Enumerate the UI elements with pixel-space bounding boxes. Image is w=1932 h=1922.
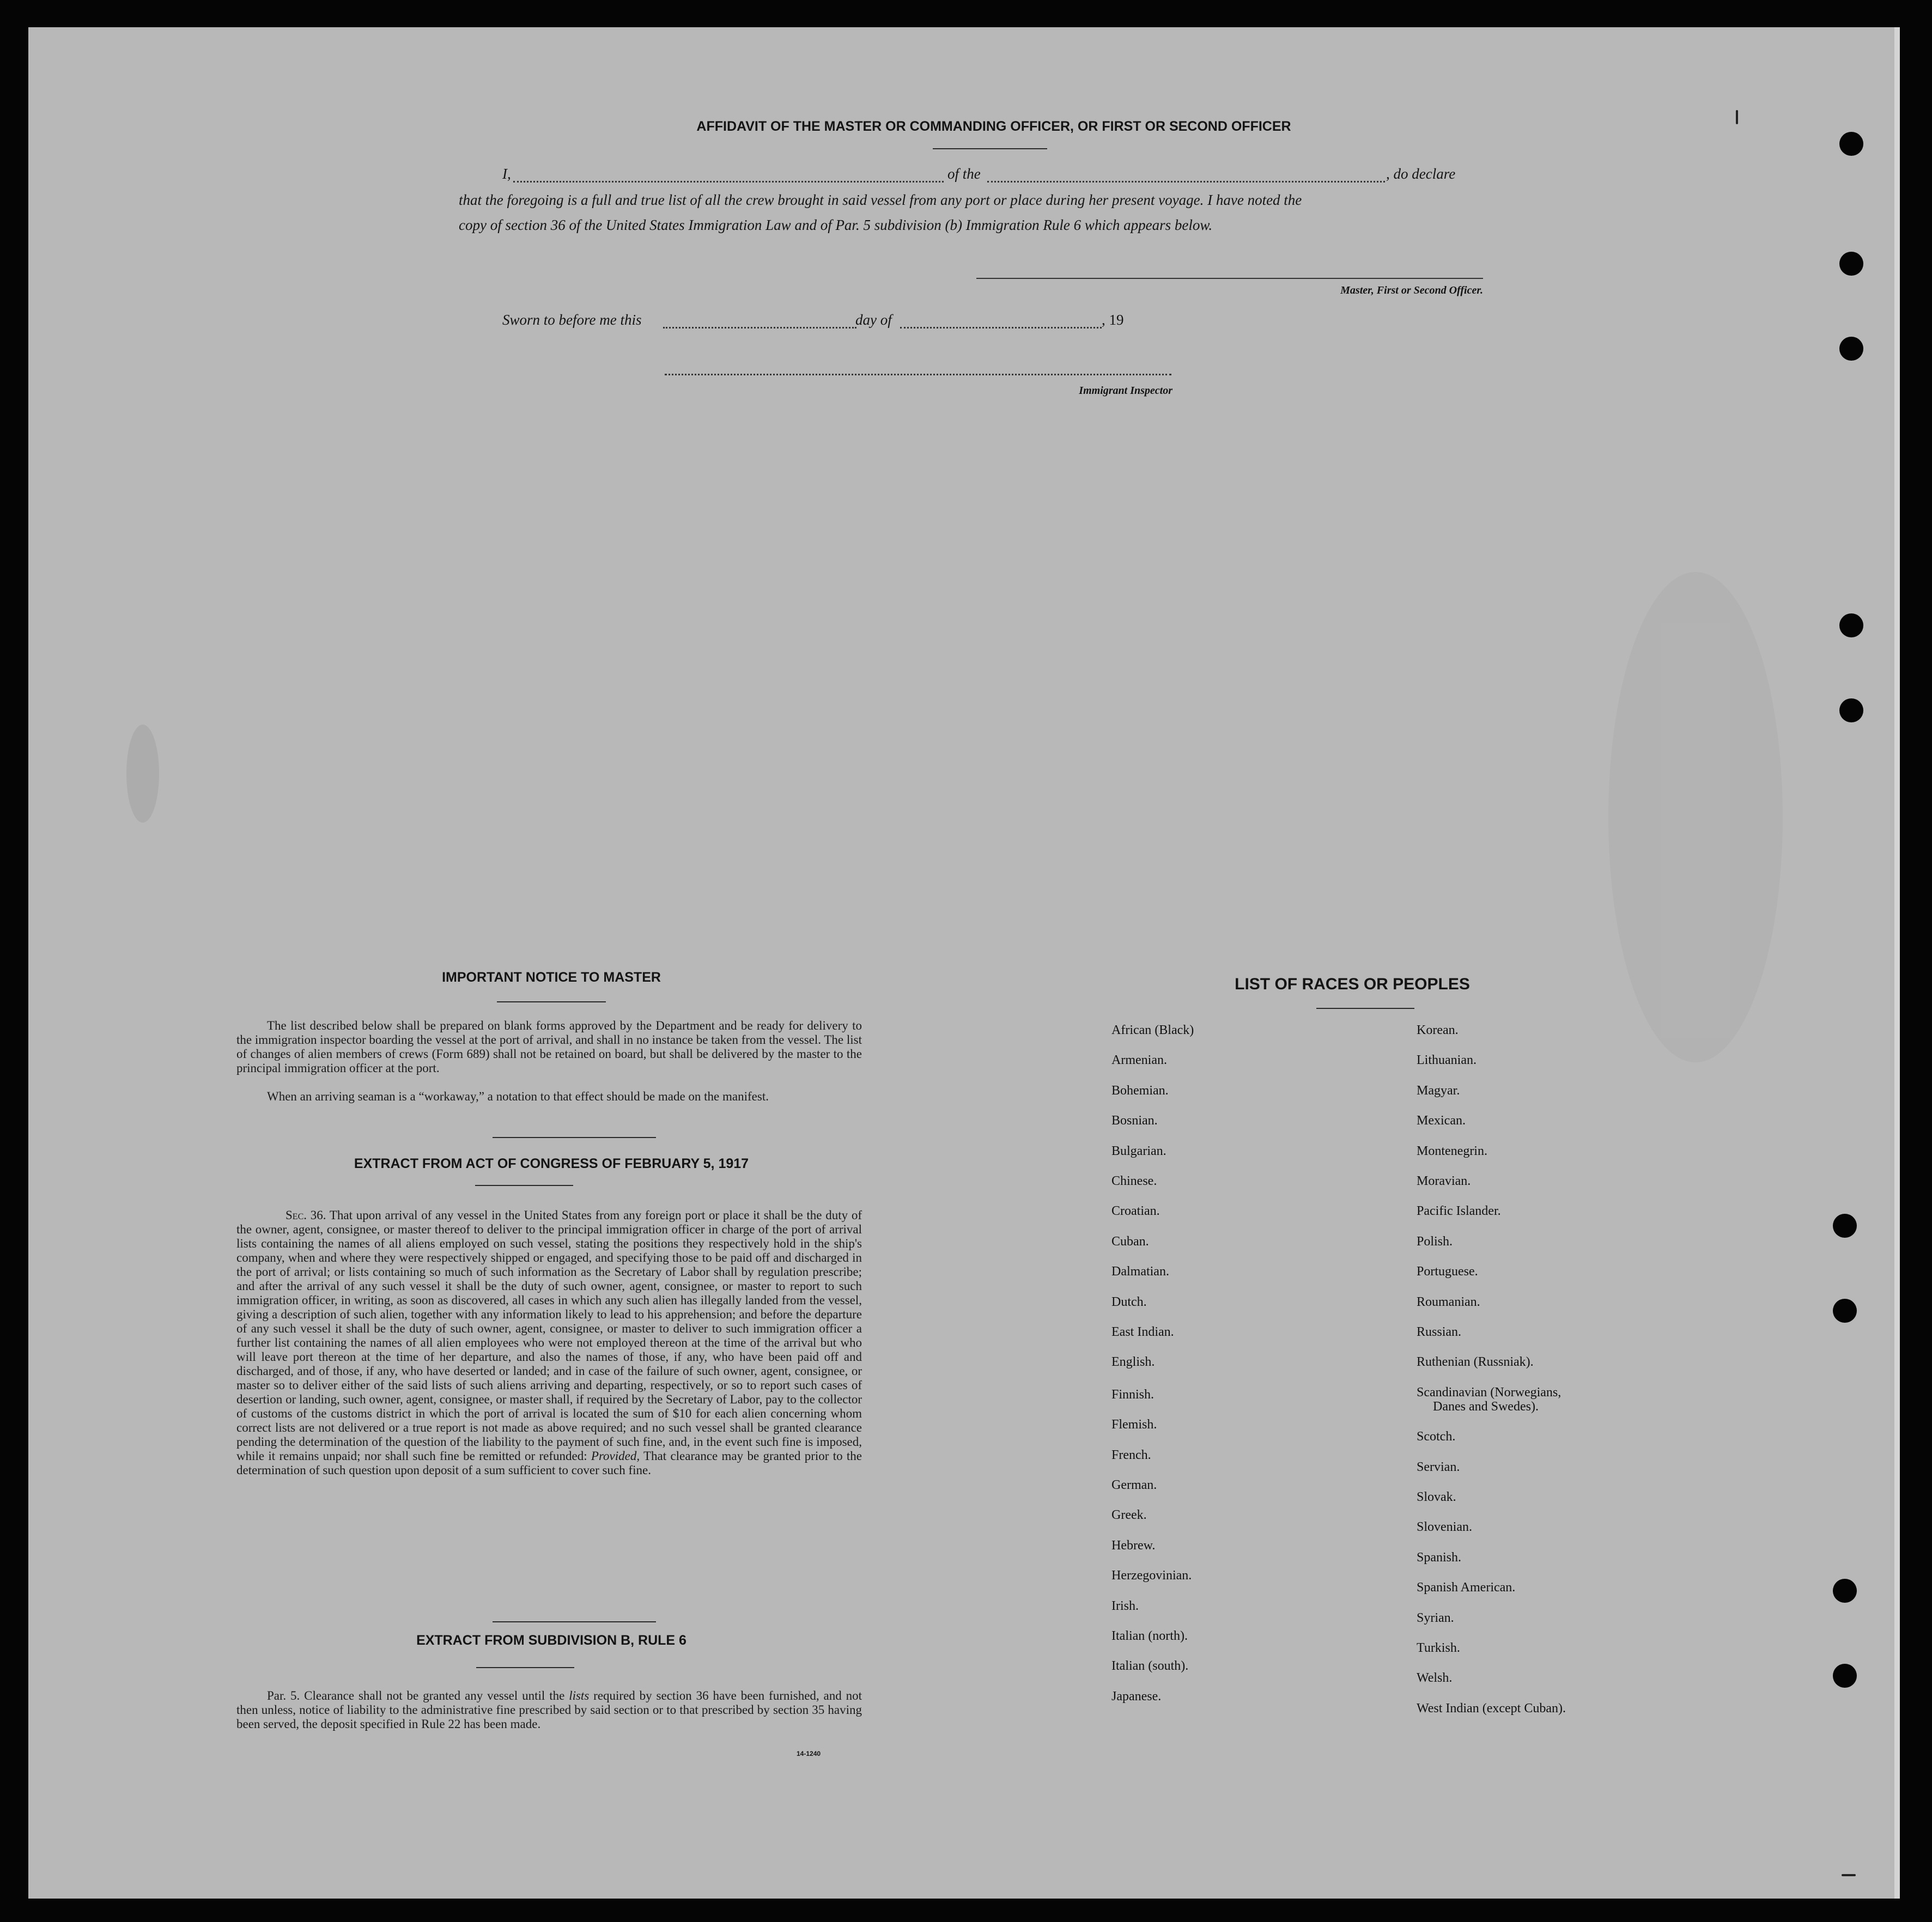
race-item: Flemish. bbox=[1111, 1418, 1157, 1432]
race-item: Ruthenian (Russniak). bbox=[1417, 1355, 1534, 1370]
race-item: Scotch. bbox=[1417, 1430, 1456, 1444]
race-item: Korean. bbox=[1417, 1023, 1459, 1037]
divider bbox=[497, 1001, 606, 1002]
race-item: Italian (north). bbox=[1111, 1629, 1188, 1643]
race-item: Syrian. bbox=[1417, 1610, 1454, 1625]
signature-label: Master, First or Second Officer. bbox=[1340, 284, 1483, 296]
race-item: Dutch. bbox=[1111, 1294, 1147, 1309]
race-item: Dalmatian. bbox=[1111, 1264, 1169, 1279]
race-item: Greek. bbox=[1111, 1508, 1147, 1523]
race-item: Japanese. bbox=[1111, 1689, 1162, 1704]
sworn-day-blank[interactable] bbox=[663, 327, 856, 329]
divider bbox=[933, 148, 1047, 149]
race-item: Polish. bbox=[1417, 1234, 1453, 1249]
race-item: Roumanian. bbox=[1417, 1294, 1480, 1309]
form-number: 14-1240 bbox=[797, 1750, 821, 1757]
race-item: Slovak. bbox=[1417, 1490, 1456, 1504]
affidavit-i-label: I, bbox=[502, 166, 511, 182]
race-item: Chinese. bbox=[1111, 1174, 1157, 1188]
race-item: Slovenian. bbox=[1417, 1520, 1472, 1535]
race-item: Finnish. bbox=[1111, 1387, 1155, 1402]
signature-line[interactable] bbox=[976, 278, 1483, 279]
race-item: Hebrew. bbox=[1111, 1538, 1156, 1553]
vessel-blank[interactable] bbox=[987, 181, 1385, 183]
binder-hole bbox=[1839, 337, 1863, 361]
provided-word: Provided, bbox=[591, 1449, 640, 1463]
scan-smudge bbox=[126, 725, 159, 823]
race-item: Servian. bbox=[1417, 1459, 1460, 1474]
race-item: Armenian. bbox=[1111, 1053, 1167, 1068]
section-body-end: That clearance may be granted prior to the determination of such question upon deposit of a sum sufficient to cover such fine. bbox=[236, 1449, 862, 1477]
section-body: That upon arrival of any vessel in the United States from any foreign port or place it shall be the duty of the owner, agent, consignee, or master thereof to deliver to the principal immigration officer in charge of the port of arrival lists containing the names of all aliens employed on such vessel, stating the positions they respectively hold in the ship's company, when and where they were respectively shipped or engaged, and specifying those to be paid off and discharged in the port of arrival; or lists containing so much of such information as the Secretary of Labor shall by regulation prescribe; and after the arrival of any such vessel it shall be the duty of such owner, agent, consignee, or master to report to such immigration officer, in writing, as soon as discovered, all cases in which any such alien has illegally landed from the vessel, giving a description of such alien, together with any information likely to lead to his apprehension; and before the departure of any such vessel it shall be the duty of such owner, agent, consignee, or master to deliver to such immigration officer a further list containing the names of all alien employees who were not employed thereon at the time of the arrival but who will leave port thereon at the time of her departure, and also the names of those, if any, who have been paid off and discharged, and of those, if any, who have deserted or landed; and in case of the failure of such owner, agent, consignee, or master so to deliver either of the said lists of such aliens arriving and departing, respectively, or so to report such cases of desertion or landing, such owner, agent, consignee, or master shall, if required by the Secretary of Labor, pay to the collector of customs of the customs district in which the port of arrival is located the sum of $10 for each alien concerning whom correct lists are not delivered or a true report is not made as above required; and no such vessel shall be granted clearance pending the determination of the question of the liability to the payment of such fine, and, in the event such fine is imposed, while it remains unpaid; nor shall such fine be remitted or refunded: bbox=[236, 1208, 862, 1463]
race-item: African (Black) bbox=[1111, 1023, 1194, 1037]
race-item: Croatian. bbox=[1111, 1204, 1160, 1219]
race-item: Welsh. bbox=[1417, 1671, 1453, 1686]
affidavit-line2: that the foregoing is a full and true list of all the crew brought in said vessel from any port or place during her present voyage. I have noted the bbox=[459, 192, 1302, 208]
race-item: Portuguese. bbox=[1417, 1264, 1478, 1279]
race-item: Italian (south). bbox=[1111, 1659, 1189, 1674]
race-item: Cuban. bbox=[1111, 1234, 1149, 1249]
race-item: Bosnian. bbox=[1111, 1114, 1158, 1128]
binder-hole bbox=[1839, 252, 1863, 276]
race-item: East Indian. bbox=[1111, 1325, 1174, 1339]
divider bbox=[1316, 1008, 1414, 1009]
affidavit-title: AFFIDAVIT OF THE MASTER OR COMMANDING OFFICER, OR FIRST OR SECOND OFFICER bbox=[696, 119, 1291, 134]
stray-mark bbox=[1842, 1874, 1856, 1876]
race-item: Spanish American. bbox=[1417, 1580, 1516, 1595]
divider bbox=[493, 1137, 656, 1138]
race-item: English. bbox=[1111, 1355, 1155, 1370]
divider bbox=[476, 1667, 574, 1668]
inspector-signature-line[interactable] bbox=[665, 374, 1171, 375]
race-item: Russian. bbox=[1417, 1325, 1462, 1339]
race-item: West Indian (except Cuban). bbox=[1417, 1701, 1566, 1716]
race-item: Irish. bbox=[1111, 1598, 1139, 1613]
extract-rule-title: EXTRACT FROM SUBDIVISION B, RULE 6 bbox=[416, 1633, 686, 1648]
section-36-text bbox=[236, 1208, 862, 1477]
affidavit-of-the-label: of the bbox=[947, 166, 981, 182]
race-item: Mexican. bbox=[1417, 1114, 1466, 1128]
notice-title: IMPORTANT NOTICE TO MASTER bbox=[442, 970, 661, 985]
inspector-label: Immigrant Inspector bbox=[1079, 385, 1172, 397]
binder-hole bbox=[1833, 1579, 1857, 1603]
race-item: Magyar. bbox=[1417, 1083, 1460, 1098]
affidavit-line3: copy of section 36 of the United States Immigration Law and of Par. 5 subdivision (b) Immigration Rule 6 which appears below. bbox=[459, 217, 1213, 233]
race-item: Danes and Swedes). bbox=[1433, 1399, 1539, 1414]
race-item: German. bbox=[1111, 1478, 1157, 1492]
race-item: Spanish. bbox=[1417, 1550, 1462, 1565]
document-page bbox=[28, 27, 1900, 1899]
race-item: Herzegovinian. bbox=[1111, 1568, 1192, 1583]
binder-hole bbox=[1833, 1299, 1857, 1323]
rule-text-b: required by section 36 have been furnished, and not then unless, notice of liability to the administrative fine prescribed by said section or to that prescribed by section 35 having been served, the deposit specified in Rule 22 has been made. bbox=[236, 1689, 862, 1731]
rule-text bbox=[236, 1689, 862, 1731]
extract-act-title: EXTRACT FROM ACT OF CONGRESS OF FEBRUARY 5, 1917 bbox=[354, 1156, 749, 1171]
sworn-day-label: day of bbox=[855, 312, 892, 328]
binder-hole bbox=[1839, 132, 1863, 156]
sworn-month-blank[interactable] bbox=[900, 327, 1102, 329]
race-item: Montenegrin. bbox=[1417, 1144, 1487, 1158]
binder-hole bbox=[1839, 613, 1863, 637]
sworn-line bbox=[502, 312, 1156, 333]
notice-paragraph-1: The list described below shall be prepared on blank forms approved by the Department and be ready for delivery to the immigration inspector boarding the vessel at the port of arrival, and shall in no instance be taken from the vessel. The list of changes of alien members of crews (Form 689) shall not be retained on board, but shall be delivered by the master to the principal immigration officer at the port. bbox=[236, 1019, 862, 1075]
affidavit-declare-label: , do declare bbox=[1386, 166, 1456, 182]
divider bbox=[475, 1185, 573, 1186]
lists-word: lists bbox=[569, 1689, 590, 1702]
race-item: French. bbox=[1111, 1447, 1151, 1462]
race-item: Moravian. bbox=[1417, 1174, 1471, 1188]
races-title: LIST OF RACES OR PEOPLES bbox=[1235, 975, 1470, 993]
race-item: Lithuanian. bbox=[1417, 1053, 1477, 1068]
race-item: Bulgarian. bbox=[1111, 1144, 1167, 1158]
section-label: Sec. 36. bbox=[285, 1208, 326, 1222]
race-item: Turkish. bbox=[1417, 1641, 1460, 1655]
race-item: Bohemian. bbox=[1111, 1083, 1169, 1098]
binder-hole bbox=[1833, 1664, 1857, 1688]
race-item: Scandinavian (Norwegians, bbox=[1417, 1385, 1562, 1400]
stray-mark bbox=[1736, 110, 1738, 124]
binder-hole bbox=[1833, 1214, 1857, 1238]
name-blank[interactable] bbox=[513, 181, 944, 183]
binder-hole bbox=[1839, 698, 1863, 722]
sworn-label: Sworn to before me this bbox=[502, 312, 642, 328]
affidavit-line1 bbox=[502, 166, 1521, 187]
sworn-year-label: , 19 bbox=[1102, 312, 1124, 328]
notice-paragraph-2: When an arriving seaman is a “workaway,” a notation to that effect should be made on the manifest. bbox=[267, 1090, 769, 1103]
rule-text-a: Par. 5. Clearance shall not be granted any vessel until the bbox=[267, 1689, 565, 1702]
race-item: Pacific Islander. bbox=[1417, 1204, 1501, 1219]
divider bbox=[493, 1621, 656, 1622]
scan-smudge bbox=[1608, 572, 1783, 1062]
